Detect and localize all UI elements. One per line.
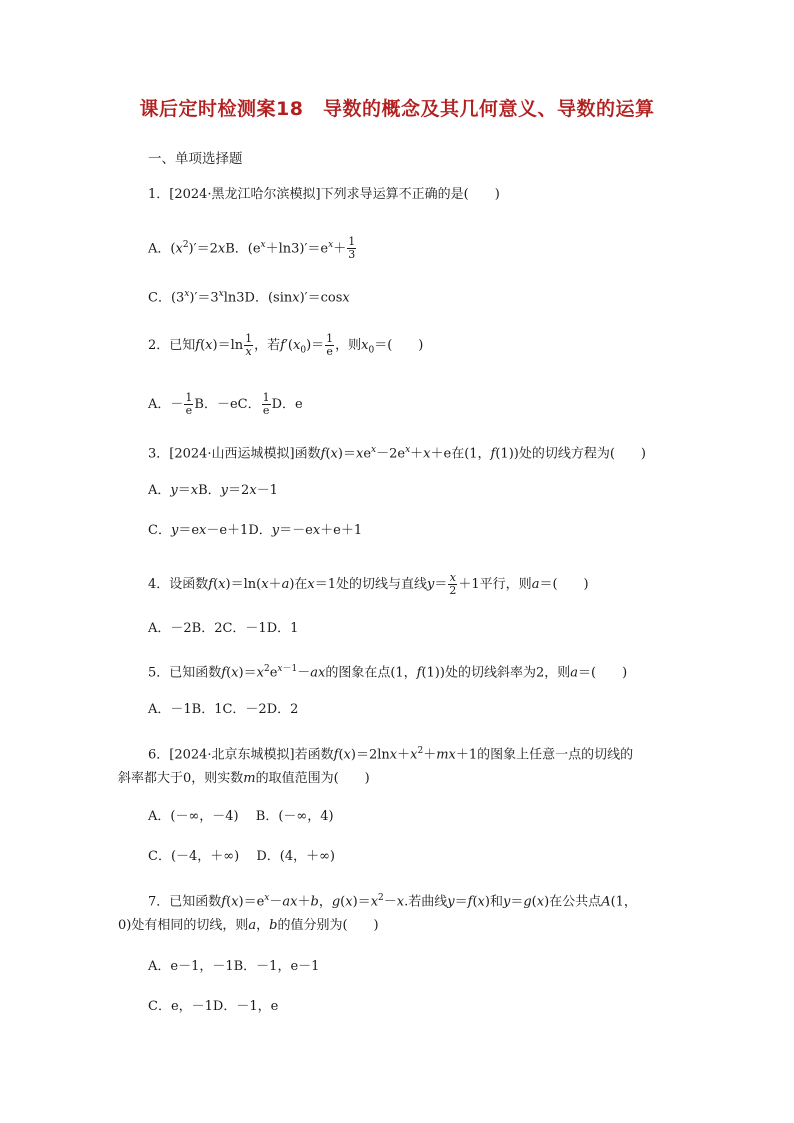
question-7-options-ab: A．e－1，－1B．－1，e－1 [148,959,320,974]
question-3-options-cd: C．y＝ex－e＋1D．y＝－ex＋e＋1 [148,523,363,538]
page-title: 课后定时检测案18 导数的概念及其几何意义、导数的运算 [139,98,655,120]
question-6-stem-line-1: 6．[2024·北京东城模拟]若函数$f(x)=2\ln x+x^2+mx+1$的图象上任意一点的切线的 [148,746,634,763]
section-heading: 一、单项选择题 [148,151,243,167]
question-1-options-ab: A．$(x^2)'=2xB$．$(e^x+\ln 3)'=e^x+$ $\frac{1}{3}$ [148,235,356,262]
question-3-options-ab: A．y＝xB．y＝2x－1 [148,483,278,498]
fraction: $\frac{1}{e}$ [185,391,193,417]
question-7-options-cd: C．e，－1D．－1，e [148,999,279,1014]
fraction: $\frac{1}{e}$ [326,332,334,358]
question-2-options: A．－ $\frac{1}{e}$ B．－eC． $\frac{1}{e}$ D．e [148,391,303,417]
question-7-stem-line-1: 7．已知函数$f(x)=e^x-ax+b$，$g(x)=x^2-x$.若曲线y＝f(x)和y＝g(x)在公共点A(1， [148,893,637,910]
question-5-options: A．－1B．1C．－2D．2 [148,702,299,717]
question-6-options-ab: A．(－∞，－4) B．(－∞，4) [148,809,334,824]
fraction: $\frac{1}{x}$ [245,332,253,358]
question-4-options: A．－2B．2C．－1D．1 [148,621,299,636]
question-6-options-cd: C．(－4，＋∞) D．(4，＋∞) [148,849,335,864]
question-6-stem-line-2: 斜率都大于0，则实数m的取值范围为( ) [118,771,370,786]
question-7-stem-line-2: 0)处有相同的切线，则a，b的值分别为( ) [118,918,379,933]
fraction: $\frac{1}{e}$ [262,391,270,417]
question-1-stem: 1．[2024·黑龙江哈尔滨模拟]下列求导运算不正确的是( ) [148,187,500,202]
fraction: $\frac{x}{2}$ [449,571,457,597]
question-5-stem: 5．已知函数$f(x)=x^2e^{x-1}-ax$的图象在点(1，f(1))处的切线斜率为2，则a＝( ) [148,664,628,681]
question-2-stem: 2．已知f(x)＝ln $\frac{1}{x}$ ，若$f'(x_0)=$ $\frac{1}{e}$ ，则$x_0=$( ) [148,332,424,358]
question-3-stem: 3．[2024·山西运城模拟]函数$f(x)=xe^x-2e^x+x+e$在(1，f(1))处的切线方程为( ) [148,445,646,462]
question-1-options-cd: C．$(3^x)'=3^x\ln 3D$．(sinx)′＝cosx [148,289,350,306]
question-4-stem: 4．设函数f(x)＝ln(x＋a)在x＝1处的切线与直线y＝ $\frac{x}{2}$ ＋1平行，则a＝( ) [148,571,589,597]
fraction: $\frac{1}{3}$ [348,235,356,262]
